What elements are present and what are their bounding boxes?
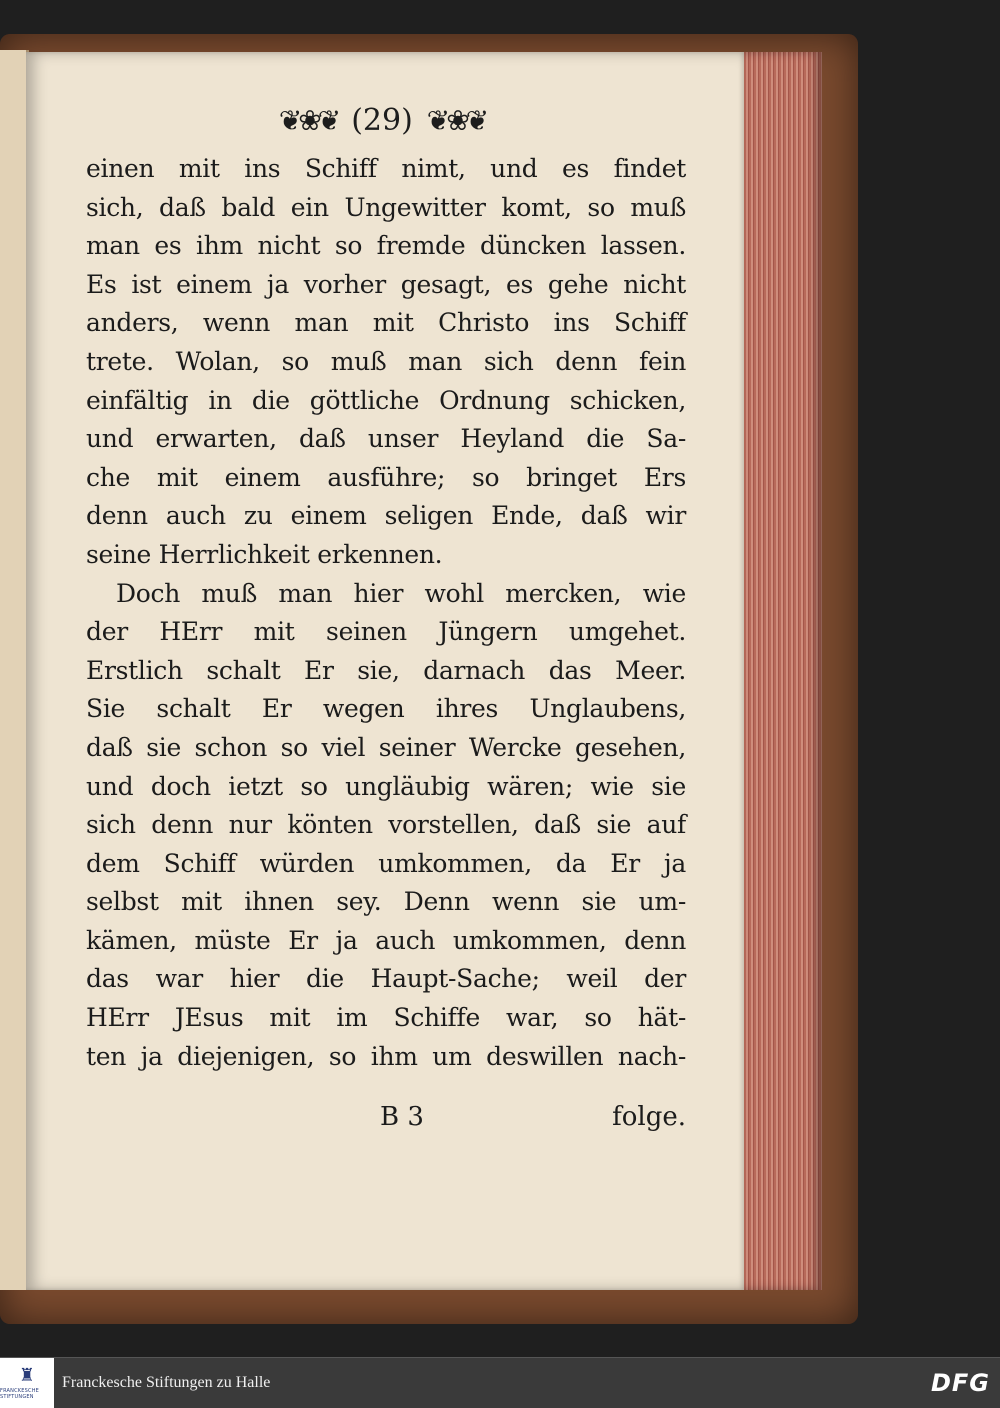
franckesche-stiftungen-logo[interactable] [0,1358,54,1408]
foundation-emblem-icon: ♜ [18,1364,36,1386]
ornament-right-icon: ❦❀❦ [426,103,486,137]
text-line: einfältig in die göttliche Ordnung schicken, [86,385,686,415]
text-line: sich, daß bald ein Ungewitter komt, so muß [86,192,686,222]
page-header [262,96,502,144]
text-line: anders, wenn man mit Christo ins Schiff [86,308,686,338]
viewer-footer-bar [0,1357,1000,1408]
text-line: seine Herrlichkeit erkennen. [86,539,443,569]
text-line: und erwarten, daß unser Heyland die Sa- [86,424,686,454]
signature-mark: B 3 [380,1102,424,1132]
text-line: trete. Wolan, so muß man sich denn fein [86,346,686,376]
text-line: einen mit ins Schiff nimt, und es findet [86,154,686,183]
text-line: ten ja diejenigen, so ihm um deswillen nach- [86,1041,686,1071]
text-line: das war hier die Haupt-Sache; weil der [86,964,686,994]
text-line: selbst mit ihnen sey. Denn wenn sie um- [86,887,686,917]
text-line: man es ihm nicht so fremde düncken lassen. [86,231,686,261]
institution-name[interactable]: Franckesche Stiftungen zu Halle [62,1374,271,1391]
logo-text: FRANCKESCHE STIFTUNGEN [0,1387,40,1400]
text-line: sich denn nur könten vorstellen, daß sie auf [86,810,686,840]
text-line: HErr JEsus mit im Schiffe war, so hät- [86,1003,686,1033]
text-line: der HErr mit seinen Jüngern umgehet. [86,617,686,647]
page-edges [744,52,822,1290]
text-line: denn auch zu einem seligen Ende, daß wir [86,501,686,531]
text-line: Doch muß man hier wohl mercken, wie [116,578,686,608]
dfg-logo[interactable]: DFG [930,1369,990,1397]
ornament-left-icon: ❦❀❦ [278,103,338,137]
text-line: und doch ietzt so ungläubig wären; wie sie [86,771,686,801]
text-line: Es ist einem ja vorher gesagt, es gehe nicht [86,269,686,299]
text-line: Erstlich schalt Er sie, darnach das Meer. [86,655,686,685]
text-line: Sie schalt Er wegen ihres Unglaubens, [86,694,686,724]
catchword: folge. [612,1102,686,1132]
text-line: daß sie schon so viel seiner Wercke gesehen, [86,732,686,762]
text-line: dem Schiff würden umkommen, da Er ja [86,848,686,878]
page-text [86,150,686,1076]
page-footer [86,1102,686,1142]
text-line: che mit einem ausführe; so bringet Ers [86,462,686,492]
page-number: (29) [351,102,413,138]
left-page-edge [0,50,29,1290]
text-line: kämen, müste Er ja auch umkommen, denn [86,925,686,955]
